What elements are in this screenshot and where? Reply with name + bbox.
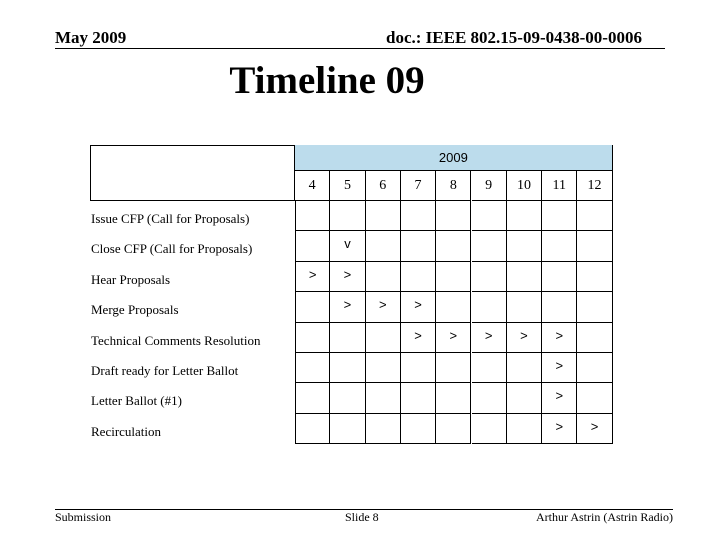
timeline-cell: > [542,414,577,444]
footer-submission: Submission [55,510,112,524]
timeline-cell [295,231,330,261]
timeline-cell: > [542,323,577,353]
timeline-cell [472,231,507,261]
timeline-cell [401,353,436,383]
timeline-cell [507,353,542,383]
timeline-cell [472,383,507,413]
timeline-cell: > [401,323,436,353]
timeline-cell [330,201,365,231]
timeline-cell [295,414,330,444]
timeline-cell [366,383,401,413]
timeline-cell [366,414,401,444]
timeline-cell: > [507,323,542,353]
month-header: 10 [507,171,542,201]
month-header: 6 [366,171,401,201]
timeline-cell [577,292,612,322]
header-rule [55,48,665,49]
task-label: Issue CFP (Call for Proposals) [91,211,250,226]
timeline-cell: > [436,323,471,353]
footer-slide-number: Slide 8 [345,510,379,524]
timeline-cell [295,383,330,413]
timeline-cell: > [401,292,436,322]
month-header: 9 [472,171,507,201]
timeline-cell [366,353,401,383]
header-doc-id: doc.: IEEE 802.15-09-0438-00-0006 [386,28,642,47]
timeline-cell [472,292,507,322]
timeline-cell [577,231,612,261]
timeline-cell [577,383,612,413]
month-header: 8 [436,171,471,201]
month-header: 7 [401,171,436,201]
timeline-table [90,145,613,444]
timeline-cell: > [577,414,612,444]
timeline-cell [436,414,471,444]
timeline-cell [472,201,507,231]
timeline-cell [436,231,471,261]
timeline-cell [472,353,507,383]
month-header: 5 [330,171,365,201]
timeline-cell: > [330,262,365,292]
header-date: May 2009 [55,28,127,47]
task-label: Hear Proposals [91,271,171,287]
timeline-cell [542,262,577,292]
timeline-cell [436,262,471,292]
timeline-cell: > [542,383,577,413]
timeline-cell [401,201,436,231]
timeline-cell [577,262,612,292]
timeline-cell [577,201,612,231]
timeline-cell [401,262,436,292]
task-label: Close CFP (Call for Proposals) [91,241,253,257]
timeline-cell [577,353,612,383]
timeline-cell [542,201,577,231]
timeline-cell [472,414,507,444]
timeline-cell [295,292,330,322]
slide-title: Timeline 09 [229,59,425,102]
timeline-cell: > [330,292,365,322]
timeline-cell [295,201,330,231]
timeline-cell [330,323,365,353]
timeline-cell [472,262,507,292]
timeline-cell [401,383,436,413]
task-label: Recirculation [91,423,162,439]
timeline-cell [507,292,542,322]
timeline-cell: v [330,231,365,261]
timeline-cell [507,231,542,261]
timeline-cell [436,383,471,413]
timeline-cell [507,262,542,292]
timeline-cell [330,353,365,383]
timeline-cell: > [542,353,577,383]
task-label: Merge Proposals [91,302,179,318]
timeline-cell [507,414,542,444]
timeline-cell [436,292,471,322]
timeline-cell [366,231,401,261]
timeline-cell: > [366,292,401,322]
task-label: Draft ready for Letter Ballot [91,363,239,378]
task-label: Technical Comments Resolution [91,332,261,348]
task-label: Letter Ballot (#1) [91,393,182,409]
timeline-cell: > [472,323,507,353]
timeline-cell [577,323,612,353]
timeline-cell [507,383,542,413]
timeline-cell [366,262,401,292]
timeline-cell [366,201,401,231]
timeline-cell [295,323,330,353]
timeline-cell [542,231,577,261]
year-header: 2009 [295,145,613,171]
month-header: 11 [542,171,577,201]
timeline-cell [542,292,577,322]
footer-author: Arthur Astrin (Astrin Radio) [536,510,673,524]
label-header-cell [90,145,295,201]
timeline-cell [436,353,471,383]
timeline-cell [436,201,471,231]
month-header: 4 [295,171,330,201]
timeline-cell [507,201,542,231]
timeline-cell [401,414,436,444]
timeline-cell [295,353,330,383]
timeline-cell [330,414,365,444]
month-header: 12 [577,171,612,201]
timeline-cell [401,231,436,261]
timeline-cell [330,383,365,413]
timeline-cell [366,323,401,353]
timeline-cell: > [295,262,330,292]
